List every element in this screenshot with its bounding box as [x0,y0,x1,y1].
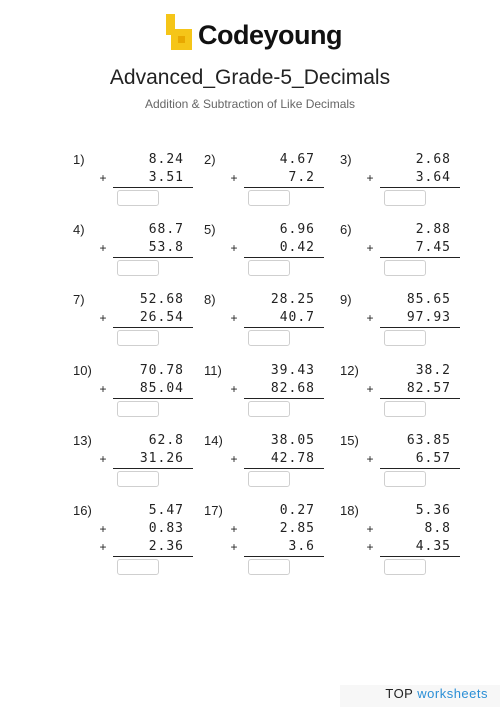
brand-name: Codeyoung [198,20,342,50]
operand-line [229,292,319,310]
problem-number: 18) [340,503,359,518]
plus-sign: + [366,382,374,396]
operand-value: 0.83 [148,521,184,536]
operand-line [98,503,188,521]
operand-line [98,433,188,451]
operand-value: 85.65 [406,292,451,307]
operand-line [98,539,188,557]
operand-value: 7.45 [415,240,451,255]
plus-sign: + [99,382,107,396]
operand-value: 3.51 [148,170,184,185]
sum-rule [380,187,460,188]
operand-line [365,539,455,557]
sum-rule [113,187,193,188]
operand-line [229,451,319,469]
operand-value: 97.93 [406,310,451,325]
answer-box[interactable] [384,260,426,276]
operand-line [365,433,455,451]
answer-box[interactable] [248,260,290,276]
operand-line [229,240,319,258]
plus-sign: + [366,241,374,255]
operand-value: 53.8 [148,240,184,255]
operand-line [229,503,319,521]
operand-value: 8.8 [424,521,451,536]
problem-number: 6) [340,222,352,237]
operand-line [98,152,188,170]
answer-box[interactable] [248,401,290,417]
operand-value: 3.6 [288,539,315,554]
sum-rule [113,468,193,469]
plus-sign: + [230,171,238,185]
plus-sign: + [99,540,107,554]
plus-sign: + [366,522,374,536]
operand-line [229,152,319,170]
operand-value: 2.85 [279,521,315,536]
plus-sign: + [366,540,374,554]
operand-line [365,240,455,258]
problem-number: 4) [73,222,85,237]
operand-value: 2.68 [415,152,451,167]
plus-sign: + [99,171,107,185]
plus-sign: + [99,311,107,325]
worksheet-title: Advanced_Grade-5_Decimals [109,66,391,89]
operand-value: 4.35 [415,539,451,554]
operand-value: 28.25 [270,292,315,307]
problem-number: 9) [340,292,352,307]
operand-line [98,521,188,539]
operand-line [229,433,319,451]
operand-line [229,521,319,539]
problem-number: 5) [204,222,216,237]
operand-value: 38.05 [270,433,315,448]
operand-line [365,363,455,381]
operand-value: 0.27 [279,503,315,518]
answer-box[interactable] [248,471,290,487]
plus-sign: + [230,540,238,554]
problem-number: 12) [340,363,359,378]
operand-line [365,381,455,399]
problem-number: 2) [204,152,216,167]
operand-line [365,503,455,521]
answer-box[interactable] [384,401,426,417]
operand-value: 68.7 [148,222,184,237]
footer-worksheets-text: worksheets [417,686,488,701]
operand-line [365,521,455,539]
operand-line [365,451,455,469]
operand-line [229,222,319,240]
sum-rule [244,468,324,469]
problem-number: 1) [73,152,85,167]
problem-number: 13) [73,433,92,448]
operand-line [365,292,455,310]
operand-line [365,222,455,240]
answer-box[interactable] [248,330,290,346]
plus-sign: + [366,311,374,325]
plus-sign: + [99,241,107,255]
answer-box[interactable] [384,190,426,206]
problem-number: 11) [204,363,222,378]
answer-box[interactable] [384,330,426,346]
operand-value: 5.36 [415,503,451,518]
operand-value: 39.43 [270,363,315,378]
operand-value: 7.2 [288,170,315,185]
sum-rule [380,257,460,258]
answer-box[interactable] [384,471,426,487]
operand-line [229,310,319,328]
operand-value: 63.85 [406,433,451,448]
sum-rule [113,257,193,258]
operand-line [229,539,319,557]
problem-number: 16) [73,503,92,518]
answer-box[interactable] [248,190,290,206]
worksheet-subtitle: Addition & Subtraction of Like Decimals [144,97,356,111]
operand-value: 2.36 [148,539,184,554]
problem-number: 3) [340,152,352,167]
operand-value: 82.68 [270,381,315,396]
plus-sign: + [99,452,107,466]
plus-sign: + [230,311,238,325]
operand-line [229,363,319,381]
operand-line [229,170,319,188]
problem-number: 10) [73,363,92,378]
problem-number: 15) [340,433,359,448]
sum-rule [380,556,460,557]
operand-value: 70.78 [139,363,184,378]
answer-box[interactable] [117,260,159,276]
operand-line [98,170,188,188]
problem-number: 17) [204,503,223,518]
operand-value: 62.8 [148,433,184,448]
operand-value: 31.26 [139,451,184,466]
operand-value: 2.88 [415,222,451,237]
operand-line [98,363,188,381]
answer-box[interactable] [117,190,159,206]
operand-value: 6.96 [279,222,315,237]
codeyoung-logo-icon [166,14,194,50]
operand-value: 38.2 [415,363,451,378]
operand-line [98,292,188,310]
operand-value: 8.24 [148,152,184,167]
problem-number: 14) [204,433,223,448]
sum-rule [380,327,460,328]
operand-value: 82.57 [406,381,451,396]
operand-line [365,152,455,170]
sum-rule [244,556,324,557]
problem-number: 7) [73,292,85,307]
operand-value: 4.67 [279,152,315,167]
operand-value: 26.54 [139,310,184,325]
operand-line [98,310,188,328]
sum-rule [113,398,193,399]
operand-line [98,222,188,240]
sum-rule [244,327,324,328]
operand-line [365,170,455,188]
sum-rule [113,327,193,328]
plus-sign: + [366,171,374,185]
sum-rule [244,257,324,258]
operand-line [229,381,319,399]
operand-line [98,240,188,258]
plus-sign: + [230,382,238,396]
footer-top-text: TOP [385,686,414,701]
operand-line [98,451,188,469]
plus-sign: + [230,241,238,255]
operand-value: 6.57 [415,451,451,466]
answer-box[interactable] [384,559,426,575]
plus-sign: + [366,452,374,466]
brand-logo [0,14,500,54]
sum-rule [244,398,324,399]
answer-box[interactable] [117,559,159,575]
operand-line [365,310,455,328]
problem-number: 8) [204,292,216,307]
plus-sign: + [230,522,238,536]
operand-value: 3.64 [415,170,451,185]
sum-rule [113,556,193,557]
sum-rule [380,468,460,469]
operand-value: 5.47 [148,503,184,518]
answer-box[interactable] [117,401,159,417]
answer-box[interactable] [117,330,159,346]
operand-value: 42.78 [270,451,315,466]
operand-value: 0.42 [279,240,315,255]
plus-sign: + [99,522,107,536]
operand-line [98,381,188,399]
footer-brand[interactable] [385,686,488,701]
sum-rule [380,398,460,399]
operand-value: 85.04 [139,381,184,396]
answer-box[interactable] [117,471,159,487]
sum-rule [244,187,324,188]
answer-box[interactable] [248,559,290,575]
plus-sign: + [230,452,238,466]
operand-value: 40.7 [279,310,315,325]
operand-value: 52.68 [139,292,184,307]
